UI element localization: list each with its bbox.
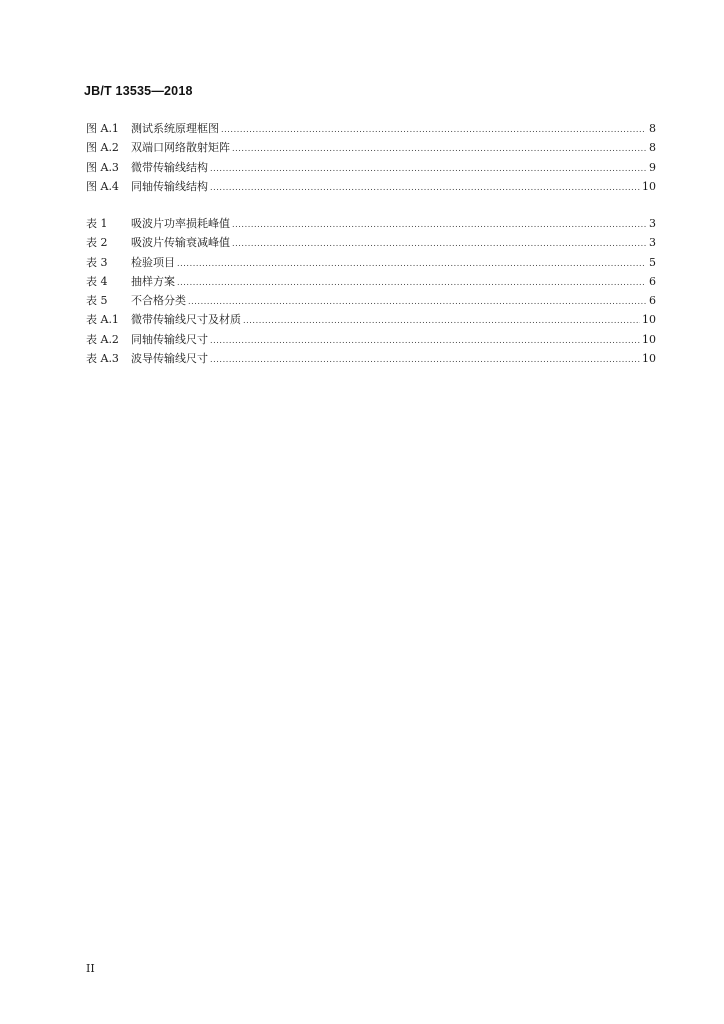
toc-entry-page: 8 — [649, 141, 656, 155]
dot-leader — [243, 311, 640, 330]
toc-entry-title: 微带传输线尺寸及材质 — [131, 313, 241, 327]
toc-entry-title: 测试系统原理框图 — [131, 122, 219, 135]
toc-entry-table-5[interactable] — [86, 291, 656, 310]
toc-entry-title: 吸波片功率损耗峰值 — [131, 217, 230, 230]
dot-leader — [177, 254, 646, 273]
toc-entry-label: 图 A.4 — [86, 179, 119, 193]
dot-leader — [210, 159, 646, 178]
toc-entry-label: 图 A.1 — [86, 122, 119, 135]
toc-entry-label: 图 A.2 — [86, 141, 119, 155]
dot-leader — [210, 331, 640, 350]
toc-entry-page: 3 — [649, 236, 656, 250]
toc-entry-table-a3[interactable] — [86, 349, 656, 368]
toc-entry-page: 10 — [642, 313, 656, 327]
toc-entry-page: 3 — [649, 217, 656, 230]
toc-entry-table-a1[interactable] — [86, 310, 656, 329]
toc-entry-table-2[interactable] — [86, 233, 656, 252]
dot-leader — [210, 350, 640, 369]
toc-entry-page: 10 — [642, 352, 656, 366]
toc-entry-table-a2[interactable] — [86, 330, 656, 349]
toc-entry-page: 9 — [649, 160, 656, 174]
toc-entry-table-4[interactable] — [86, 272, 656, 291]
toc-entry-title: 波导传输线尺寸 — [131, 352, 208, 366]
dot-leader — [232, 139, 646, 158]
dot-leader — [177, 273, 646, 292]
toc-entry-figure-a3[interactable] — [86, 158, 656, 177]
toc-entry-title: 同轴传输线尺寸 — [131, 332, 208, 346]
dot-leader — [232, 215, 646, 234]
dot-leader — [188, 292, 646, 311]
toc-entry-page: 8 — [649, 122, 656, 135]
toc-entry-title: 检验项目 — [131, 255, 175, 269]
toc-entry-title: 同轴传输线结构 — [131, 179, 208, 193]
toc-entry-table-1[interactable] — [86, 214, 656, 233]
toc-entry-label: 表 4 — [86, 274, 108, 288]
toc-entry-figure-a1[interactable] — [86, 119, 656, 138]
toc-entry-label: 表 3 — [86, 255, 108, 269]
toc-entry-label: 表 A.3 — [86, 352, 119, 366]
dot-leader — [221, 120, 646, 139]
toc-entry-title: 吸波片传输衰减峰值 — [131, 236, 230, 250]
standard-number: JB/T 13535—2018 — [84, 84, 193, 98]
toc-entry-label: 表 1 — [86, 217, 108, 230]
toc-entry-page: 10 — [642, 332, 656, 346]
figure-list — [86, 119, 656, 196]
dot-leader — [232, 234, 646, 253]
toc-entry-title: 抽样方案 — [131, 274, 175, 288]
toc-entry-page: 6 — [649, 274, 656, 288]
toc-entry-title: 微带传输线结构 — [131, 160, 208, 174]
toc-entry-table-3[interactable] — [86, 253, 656, 272]
toc-entry-title: 双端口网络散射矩阵 — [131, 141, 230, 155]
toc-entry-label: 表 A.2 — [86, 332, 119, 346]
toc-entry-figure-a2[interactable] — [86, 138, 656, 157]
toc-entry-label: 表 5 — [86, 294, 108, 308]
toc-entry-label: 表 A.1 — [86, 313, 119, 327]
toc-entry-page: 5 — [649, 255, 656, 269]
toc-entry-label: 图 A.3 — [86, 160, 119, 174]
toc-entry-figure-a4[interactable] — [86, 177, 656, 196]
toc-entry-title: 不合格分类 — [131, 294, 186, 308]
toc-entry-page: 6 — [649, 294, 656, 308]
toc-entry-page: 10 — [642, 179, 656, 193]
dot-leader — [210, 178, 640, 197]
page-number: II — [86, 962, 95, 975]
table-list — [86, 214, 656, 368]
toc-entry-label: 表 2 — [86, 236, 108, 250]
